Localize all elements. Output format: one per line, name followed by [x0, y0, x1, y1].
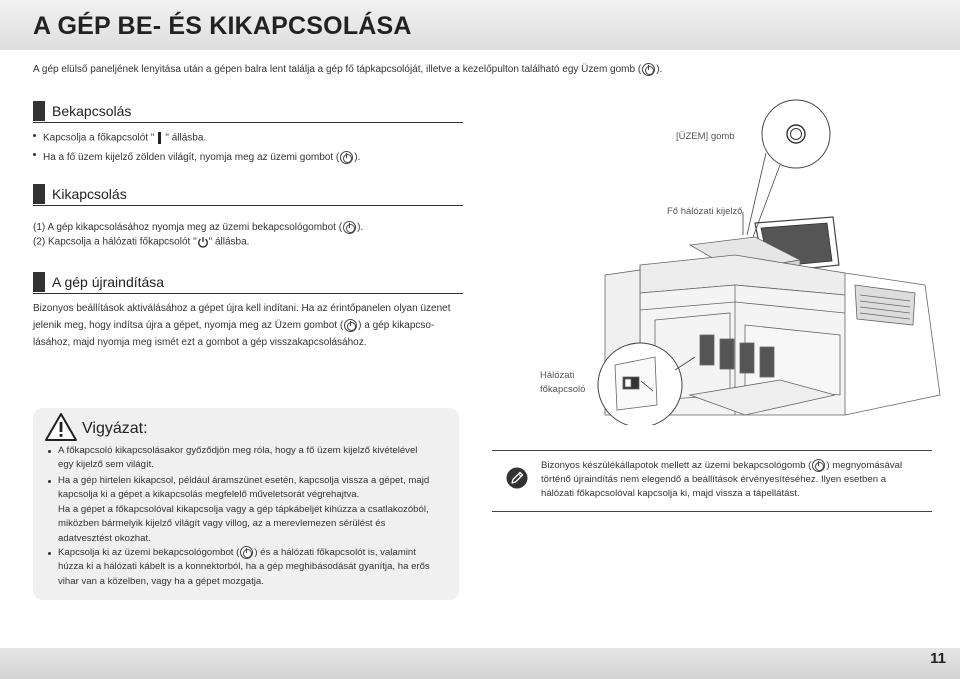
section-marker	[33, 101, 45, 121]
caution-item-2-line-4: miközben bármelyik kijelző világít vagy villog, az a merevlemezen sérülést és	[58, 518, 386, 530]
restart-line-2-end: ) a gép kikapcso-	[358, 320, 435, 331]
footer-band	[0, 648, 960, 679]
caution-item-3-line-1-end: ) és a hálózati főkapcsolót is, valamint	[254, 547, 416, 559]
note-line-2: történő újraindítás nem elegendő a beállítások érvényesítéséhez. Ilyen esetben a	[541, 474, 887, 486]
section-title-restart: A gép újraindítása	[52, 274, 165, 290]
intro-text-end: ).	[656, 64, 663, 76]
power-on-step-1	[33, 132, 206, 144]
caution-item-2-line-5: adatvesztést okozhat.	[58, 532, 151, 544]
label-main-power-indicator: Fő hálózati kijelző	[667, 206, 743, 217]
power-off-step-2-start: (2) Kapcsolja a hálózati főkapcsolót "	[33, 236, 197, 248]
note-pencil-icon	[506, 467, 528, 489]
section-title-power-on: Bekapcsolás	[52, 103, 132, 119]
caution-item-3-line-2: húzza ki a hálózati kábelt is a konnektorból, ha a gép meghibásodását gyanítja, ha erős	[58, 561, 430, 573]
label-power-button: [ÜZEM] gomb	[676, 131, 735, 142]
section-header-restart	[33, 272, 463, 294]
bullet	[33, 134, 36, 137]
section-title-power-off: Kikapcsolás	[52, 186, 127, 202]
intro-text	[33, 63, 662, 76]
note-line-3: hálózati főkapcsolóval kapcsolja ki, majd vissza a tápellátást.	[541, 488, 800, 500]
caution-item-2	[46, 474, 456, 546]
restart-line-2	[33, 317, 473, 334]
bullet	[48, 552, 51, 555]
power-off-step-1-start: (1) A gép kikapcsolásához nyomja meg az üzemi bekapcsológombot (	[33, 222, 343, 234]
label-main-power-switch-line-2: főkapcsoló	[540, 384, 586, 395]
power-on-step-1-end: " állásba.	[165, 132, 207, 144]
power-button-icon	[343, 221, 356, 234]
caution-item-1-line-1: A főkapcsoló kikapcsolásakor győződjön meg róla, hogy a fő üzem kijelző kivételével	[58, 445, 418, 456]
section-marker	[33, 184, 45, 204]
power-on-step-2-end: ).	[354, 152, 361, 164]
warning-triangle-icon	[44, 412, 78, 442]
caution-item-1	[46, 444, 456, 473]
standby-symbol-icon	[197, 236, 209, 248]
bullet	[48, 450, 51, 453]
restart-line-3: lásához, majd nyomja meg ismét ezt a gombot a gép visszakapcsolásához.	[33, 337, 367, 348]
caution-item-2-line-2: kapcsolja ki a gépet a kikapcsolás megfelelő műveletsorát végrehajtva.	[58, 489, 360, 501]
section-header-power-off	[33, 184, 463, 206]
power-on-step-1-start: Kapcsolja a főkapcsolót "	[43, 132, 155, 144]
caution-item-3-line-1-start: Kapcsolja ki az üzemi bekapcsológombot (	[58, 547, 240, 559]
power-button-icon	[240, 546, 253, 559]
power-button-icon	[340, 151, 353, 164]
caution-item-3-line-1	[58, 546, 456, 560]
caution-item-3-line-3: vihar van a közelben, vagy ha a gépet mozgatja.	[58, 575, 264, 587]
note-line-1-start: Bizonyos készülékállapotok mellett az üzemi bekapcsológomb (	[541, 460, 812, 472]
power-button-icon	[344, 319, 357, 332]
machine-illustration	[595, 95, 960, 425]
power-off-step-2-end: " állásba.	[208, 236, 250, 248]
intro-text-start: A gép elülső paneljének lenyitása után a gépen balra lent találja a gép fő tápkapcsolóját, illetve a kezelőpulton található egy Üzem gomb (	[33, 64, 642, 76]
note-line-1-end: ) megnyomásával	[826, 460, 903, 472]
caution-item-3	[46, 546, 456, 589]
section-marker	[33, 272, 45, 292]
caution-item-2-line-3: Ha a gépet a főkapcsolóval kikapcsolja vagy a gép tápkábeljét kihúzza a csatlakozóból,	[58, 503, 429, 515]
section-header-power-on	[33, 101, 463, 123]
label-main-power-switch	[540, 369, 585, 397]
caution-item-1-line-2: egy kijelző sem világít.	[58, 459, 154, 471]
caution-title: Vigyázat:	[82, 420, 148, 437]
restart-paragraph	[33, 300, 473, 351]
page-number: 11	[930, 650, 946, 667]
label-main-power-switch-line-1: Hálózati	[540, 370, 575, 381]
restart-line-1: Bizonyos beállítások aktiválásához a gépet újra kell indítani. Ha az érintőpanelen olyan üzenet	[33, 303, 451, 314]
button-callout-circle	[762, 100, 830, 168]
restart-line-2-start: jelenik meg, hogy indítsa újra a gépet, nyomja meg az Üzem gombot (	[33, 320, 344, 331]
caution-item-2-line-1: Ha a gép hirtelen kikapcsol, például áramszünet esetén, kapcsolja vissza a gépet, majd	[58, 475, 430, 486]
note-text	[541, 459, 936, 502]
power-off-step-1-end: ).	[357, 222, 364, 234]
power-button-closeup	[787, 125, 805, 143]
bullet	[48, 480, 51, 483]
switch-on-symbol-icon	[158, 132, 161, 144]
power-button-icon	[642, 63, 655, 76]
power-button-icon	[812, 459, 825, 472]
power-off-step-2	[33, 236, 249, 248]
power-on-step-2	[33, 151, 360, 164]
page-title: A GÉP BE- ÉS KIKAPCSOLÁSA	[33, 12, 412, 40]
power-on-step-2-start: Ha a fő üzem kijelző zölden világít, nyomja meg az üzemi gombot (	[43, 152, 340, 164]
bullet	[33, 153, 36, 156]
note-line-1	[541, 459, 936, 473]
power-off-step-1	[33, 221, 363, 234]
